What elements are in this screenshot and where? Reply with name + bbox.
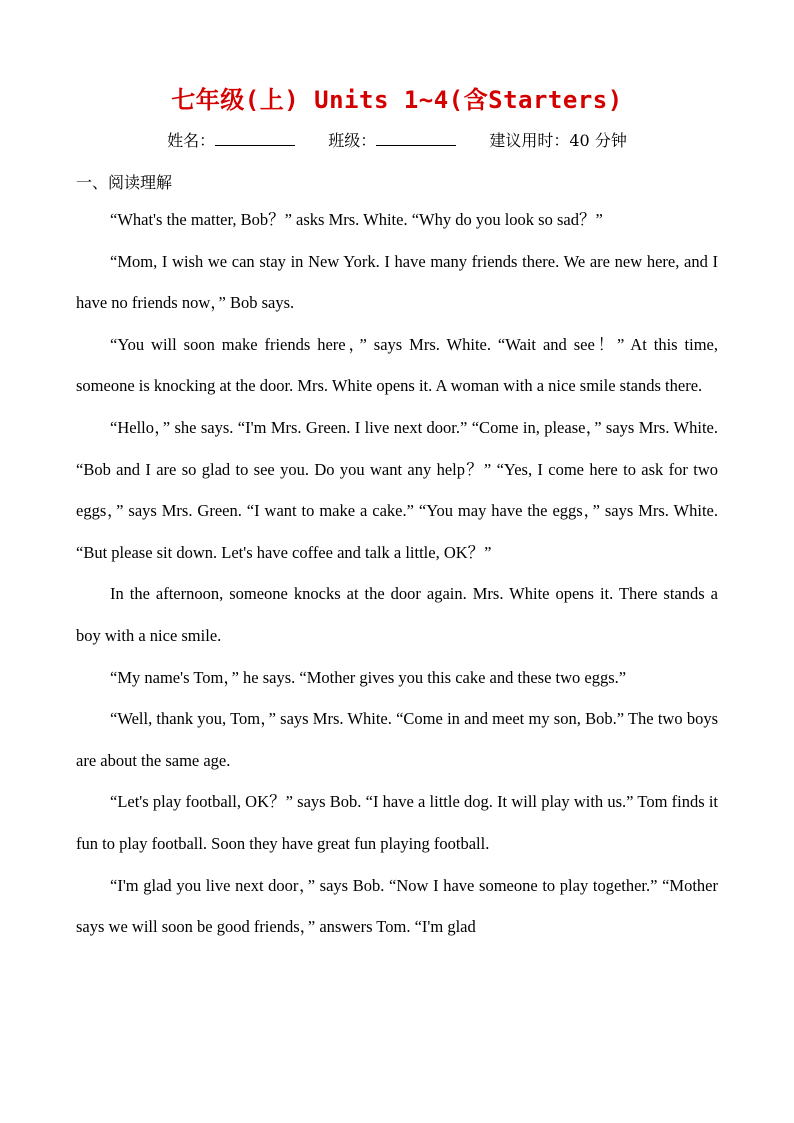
section-heading: 一、阅读理解 — [76, 173, 173, 192]
paragraph: “Hello，” she says. “I'm Mrs. Green. I live next door.” “Come in, please，” says Mrs. White. “Bob and I are so glad to see you. Do you want any help？” “Yes, I come here to ask for two eggs，” says Mrs. Green. “I want to make a cake.” “You may have the eggs，” says Mrs. White. “But please sit down. Let's have coffee and talk a little, OK？” — [76, 417, 718, 562]
paragraph: “My name's Tom，” he says. “Mother gives you this cake and these two eggs.” — [110, 667, 627, 687]
paragraph: “Let's play football, OK？” says Bob. “I have a little dog. It will play with us.” Tom finds it fun to play football. Soon they have great fun playing football. — [76, 792, 718, 853]
reading-passage — [76, 199, 718, 948]
student-info-line — [0, 128, 794, 151]
paragraph: “Mom, I wish we can stay in New York. I have many friends there. We are new here, and I have no friends now，” Bob says. — [76, 251, 718, 313]
name-label: 姓名： — [167, 131, 216, 150]
paragraph: In the afternoon, someone knocks at the door again. Mrs. White opens it. There stands a boy with a nice smile. — [76, 584, 718, 645]
time-label: 建议用时：40 分钟 — [489, 131, 627, 150]
name-blank[interactable] — [215, 131, 295, 146]
class-label: 班级： — [328, 131, 377, 150]
class-field — [328, 128, 456, 151]
name-field — [167, 128, 295, 151]
page-title: 七年级(上) Units 1~4(含Starters) — [171, 86, 623, 114]
paragraph: “You will soon make friends here，” says Mrs. White. “Wait and see！” At this time, someone is knocking at the door. Mrs. White opens it. A woman with a nice smile stands there. — [76, 334, 718, 396]
paragraph: “I'm glad you live next door，” says Bob. “Now I have someone to play together.” “Mother says we will soon be good friends，” answers Tom. “I'm glad — [76, 875, 718, 937]
time-field — [489, 128, 626, 151]
class-blank[interactable] — [376, 131, 456, 146]
paragraph: “What's the matter, Bob？” asks Mrs. White. “Why do you look so sad？” — [110, 210, 603, 229]
paragraph: “Well, thank you, Tom，” says Mrs. White. “Come in and meet my son, Bob.” The two boys are about the same age. — [76, 709, 718, 770]
